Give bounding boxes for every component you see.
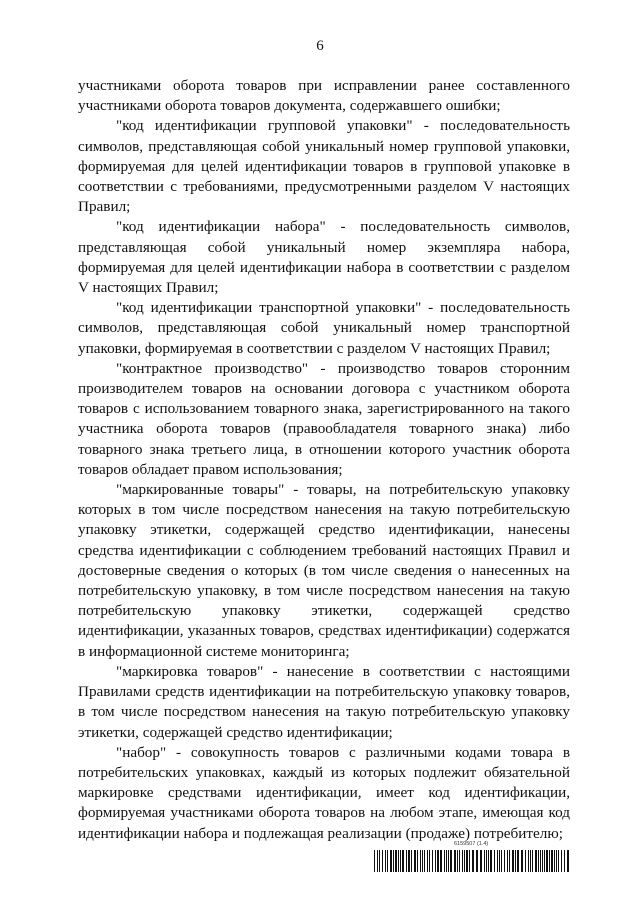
paragraph-contract-production: "контрактное производство" - производство товаров сторонним производителем товаров на основании договора с участником оборота товаров с использованием товарного знака, зарегистрированного на такого участника оборота товаров (правообладателя товарного знака) либо товарного знака третьего лица, в отношении которого участник оборота товаров обладает правом использования; <box>78 359 570 478</box>
paragraph-set-code: "код идентификации набора" - последовательность символов, представляющая собой уникальный номер экземпляра набора, формируемая для целей идентификации набора в соответствии с разделом V настоящих Правил; <box>78 218 570 297</box>
barcode-image <box>374 850 570 872</box>
paragraph-continuation: участниками оборота товаров при исправлении ранее составленного участниками оборота товаров документа, содержавшего ошибки; <box>78 77 570 115</box>
paragraph-set: "набор" - совокупность товаров с различными кодами товара в потребительских упаковках, каждый из которых подлежит обязательной маркировке средствами идентификации, имеет код идентификации, формируемая участниками оборота товаров на любом этапе, имеющая код идентификации набора и подлежащая реализации (продаже) потребителю; <box>78 743 570 842</box>
paragraph-group-package-code: "код идентификации групповой упаковки" - последовательность символов, представляющая собой уникальный номер групповой упаковки, формируемая для целей идентификации товаров в групповой упаковке в соответствии с требованиями, предусмотренными разделом V настоящих Правил; <box>78 117 570 216</box>
document-code: 6159507 (1.4) <box>454 841 489 847</box>
paragraph-transport-package-code: "код идентификации транспортной упаковки" - последовательность символов, представляющая собой уникальный номер транспортной упаковки, формируемая в соответствии с разделом V настоящих Правил; <box>78 299 570 357</box>
page-number: 6 <box>316 38 324 54</box>
paragraph-goods-marking: "маркировка товаров" - нанесение в соответствии с настоящими Правилами средств идентификации на потребительскую упаковку товаров, в том числе посредством нанесения на такую потребительскую упаковку этикетки, содержащей средство идентификации; <box>78 662 570 741</box>
paragraph-marked-goods: "маркированные товары" - товары, на потребительскую упаковку которых в том числе посредством нанесения на такую потребительскую упаковку этикетки, содержащей средство идентификации, нанесены средства идентификации с соблюдением требований настоящих Правил и достоверные сведения о которых (в том числе сведения о нанесенных на потребительскую упаковку, в том числе посредством нанесения на такую потребительскую упаковку этикетки, содержащей средство идентификации, указанных товаров, средствах идентификации) содержатся в информационной системе мониторинга; <box>78 481 570 660</box>
document-body <box>78 76 570 844</box>
